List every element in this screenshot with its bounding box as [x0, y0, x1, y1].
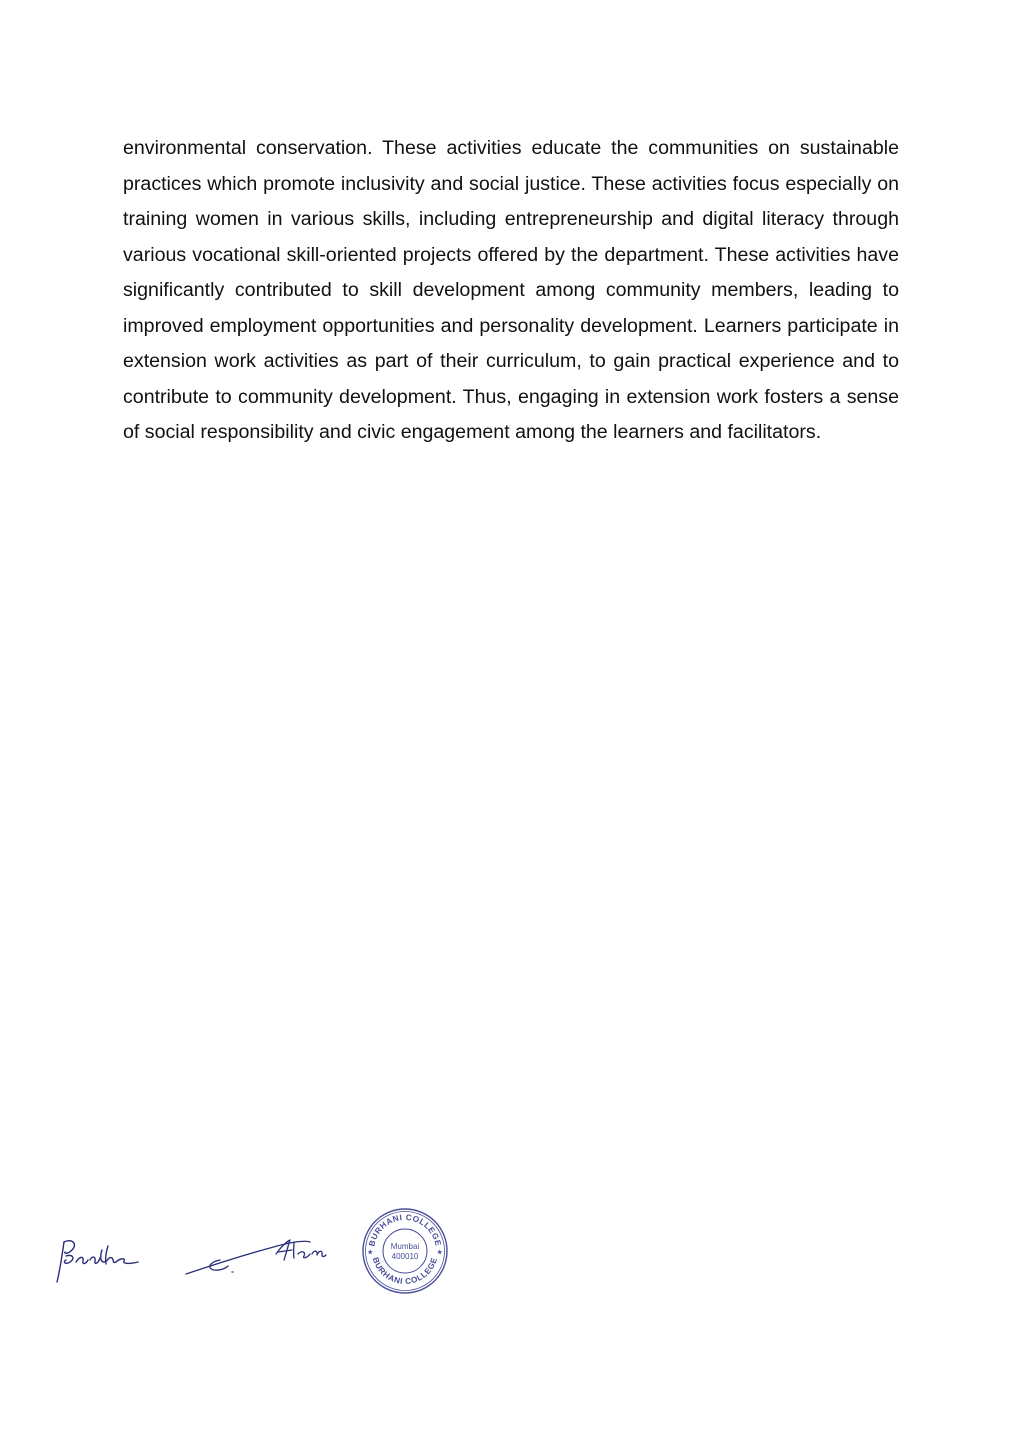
svg-text:BURHANI COLLEGE: BURHANI COLLEGE	[370, 1256, 440, 1287]
svg-text:★: ★	[367, 1250, 373, 1256]
svg-text:★: ★	[437, 1250, 443, 1256]
signature-2	[180, 1228, 350, 1284]
body-paragraph: environmental conservation. These activities educate the communities on sustainable practices which promote inclusivity and social justice. These activities focus especially on training women in various skills, including entrepreneurship and digital literacy through various vocational skill-oriented projects offered by the department. These activities have significantly contributed to skill development among community members, leading to improved employment opportunities and personality development. Learners participate in extension work activities as part of their curriculum, to gain practical experience and to contribute to community development. Thus, engaging in extension work fosters a sense of social responsibility and civic engagement among the learners and facilitators.	[123, 137, 899, 443]
college-stamp	[360, 1206, 450, 1296]
svg-text:Mumbai: Mumbai	[390, 1242, 420, 1251]
svg-text:BURHANI COLLEGE: BURHANI COLLEGE	[367, 1212, 443, 1248]
svg-text:400010: 400010	[391, 1252, 419, 1261]
signature-1	[50, 1228, 160, 1292]
